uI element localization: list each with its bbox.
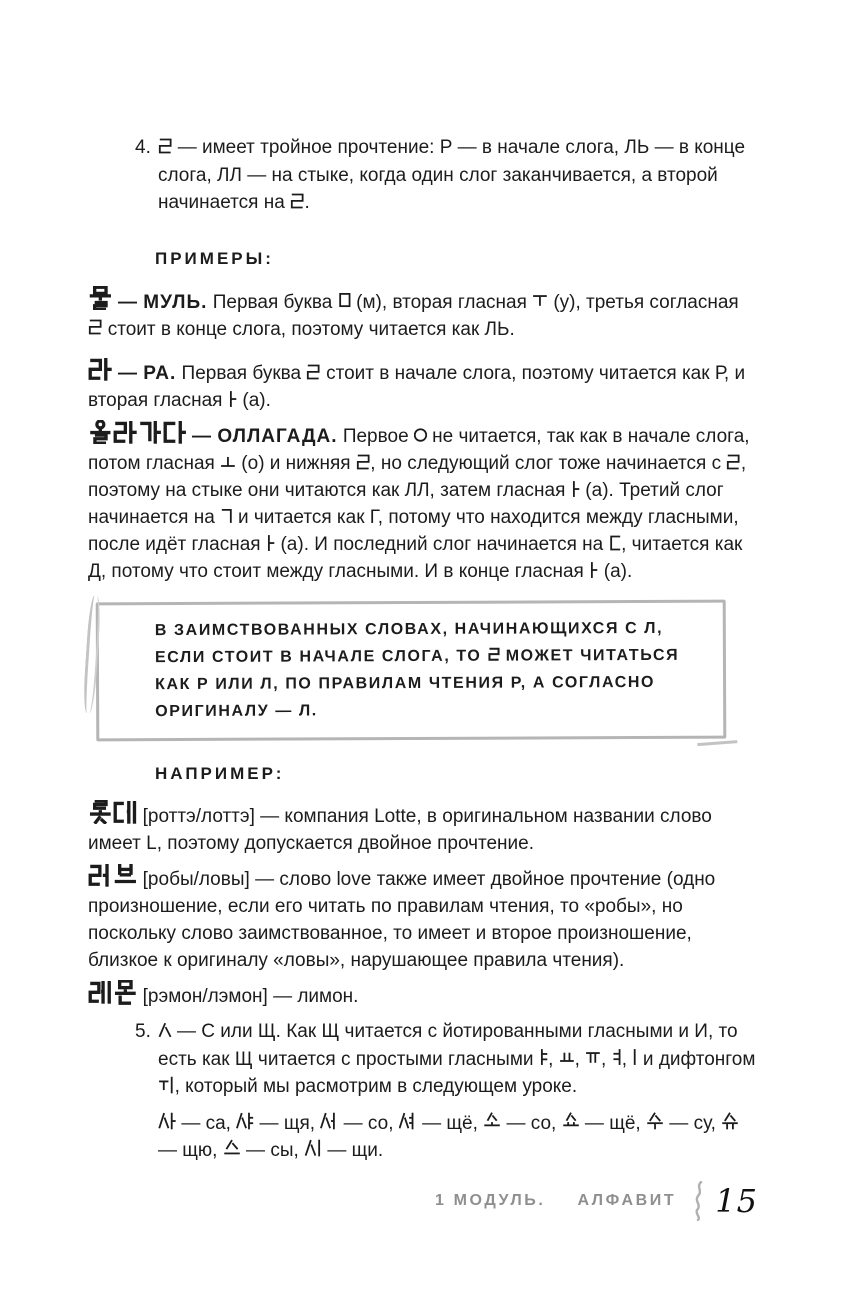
hangul-glyph [356, 453, 370, 471]
hangul-glyph [532, 291, 548, 309]
hangul-glyph [88, 800, 113, 825]
loanword-lotte-text: — компания Lotte, в оригинальном названии слово имеет L, поэтому допускается двойное прочтение. [88, 805, 712, 854]
syllable-reading-list: — са, — щя, — со, — щё, — со, — щё, — су, — щю, — сы, — щи. [158, 1110, 757, 1164]
footer-section-label: АЛФАВИТ [577, 1192, 677, 1209]
example-ra-text: Первая буква стоит в начале слога, поэтому читается как Р, и вторая гласная (а). [88, 362, 746, 411]
hangul-glyph [559, 1048, 575, 1066]
hangul-glyph [483, 1112, 501, 1130]
hangul-glyph [414, 426, 427, 444]
hangul-glyph [220, 507, 233, 525]
hangul-glyph [158, 1076, 175, 1094]
list-item-5-text: — С или Щ. Как Щ читается с йотированными гласными и И, то есть как Щ читается с простыми гласными , , , , и дифтонгом , который мы расмотрим в следующем уроке. [158, 1021, 756, 1098]
loanword-lotte-transcription: [роттэ/лоттэ] [142, 805, 255, 827]
hangul-glyph [88, 286, 113, 311]
hangul-glyph [585, 1048, 601, 1066]
footer-module-label: 1 МОДУЛЬ. [435, 1192, 546, 1209]
korean-word-lemon [88, 978, 137, 1008]
hangul-glyph [609, 534, 622, 552]
hangul-glyph [228, 390, 237, 408]
example-ollagada [88, 420, 757, 585]
loanword-love [88, 863, 757, 974]
hangul-glyph [158, 1112, 176, 1130]
hangul-glyph [88, 318, 102, 336]
hangul-glyph [113, 863, 138, 888]
korean-word-ollagada [88, 418, 187, 448]
dash: — [117, 362, 138, 384]
hangul-glyph [632, 1048, 637, 1066]
hangul-glyph [220, 453, 236, 471]
loanword-lemon-text: — лимон. [273, 986, 359, 1008]
for-example-heading: НАПРИМЕР: [155, 763, 285, 783]
hangul-glyph [162, 420, 187, 445]
dash: — [117, 291, 138, 313]
example-mul [88, 286, 757, 343]
example-mul-name: МУЛЬ. [143, 291, 208, 313]
hangul-glyph [113, 980, 138, 1005]
hangul-glyph [236, 1112, 254, 1130]
note-box [96, 599, 727, 741]
note-box-text: В ЗАИМСТВОВАННЫХ СЛОВАХ, НАЧИНАЮЩИХСЯ С Л, ЕСЛИ СТОИТ В НАЧАЛЕ СЛОГА, ТО МОЖЕТ ЧИТАТЬСЯ КАК Р ИЛИ Л, ПО ПРАВИЛАМ ЧТЕНИЯ Р, А СОГЛАСНО ОРИГИНАЛУ — Л. [154, 619, 680, 720]
korean-word-mul [88, 284, 113, 314]
hangul-glyph [88, 357, 113, 382]
footer-brace-icon [692, 1181, 705, 1221]
hangul-glyph [338, 291, 351, 309]
hangul-glyph [290, 192, 304, 210]
example-ra [88, 357, 757, 414]
hangul-glyph [306, 363, 320, 381]
dash: — [192, 425, 213, 447]
page-number: 15 [715, 1182, 758, 1220]
list-item-4-number: 4. [135, 137, 151, 158]
example-ollagada-text: Первое не читается, так как в начале слога, потом гласная (о) и нижняя , но следующий слог тоже начинается с , поэтому на стыке они читаются как ЛЛ, затем гласная (а). Третий слог начинается на и читается как Г, потому что находится между гласными, после идёт гласная (а). И последний слог начинается на , читается как Д, потому что стоит между гласными. И в конце гласная (а). [88, 425, 750, 582]
hangul-glyph [137, 420, 162, 445]
hangul-glyph [721, 1112, 739, 1130]
example-ra-name: РА. [143, 362, 177, 384]
hangul-glyph [539, 1048, 548, 1066]
hangul-glyph [571, 480, 580, 498]
hangul-glyph [88, 863, 113, 888]
examples-heading: ПРИМЕРЫ: [155, 248, 274, 268]
loanword-love-text: — слово love также имеет двойное прочтение (одно произношение, если его читать по правилам чтения, то «робы», но поскольку слово заимствованное, то имеет и второе произношение, близкое к оригиналу «ловы», нарушающее правила чтения). [88, 868, 716, 971]
hangul-glyph [223, 1139, 241, 1157]
korean-word-lotte [88, 798, 137, 828]
hangul-glyph [158, 1021, 172, 1039]
korean-word-love [88, 861, 137, 891]
korean-word-ra [88, 355, 113, 385]
list-item-5-number: 5. [135, 1021, 151, 1043]
hangul-glyph [726, 453, 740, 471]
loanword-lotte [88, 800, 757, 857]
hangul-glyph [113, 800, 138, 825]
list-item-5 [135, 1018, 757, 1101]
hangul-glyph [304, 1139, 322, 1157]
loanword-love-transcription: [робы/ловы] [142, 868, 250, 890]
hangul-glyph [88, 980, 113, 1005]
loanword-lemon-transcription: [рэмон/лэмон] [142, 986, 268, 1008]
hangul-glyph [487, 647, 499, 662]
hangul-glyph [612, 1048, 622, 1066]
hangul-glyph [562, 1112, 580, 1130]
list-item-4-text: — имеет тройное прочтение: Р — в начале слога, ЛЬ — в конце слога, ЛЛ — на стыке, когда один слог заканчивается, а второй начинается на . [158, 137, 746, 213]
hangul-glyph [589, 561, 598, 579]
hangul-glyph [266, 534, 275, 552]
hangul-glyph [158, 137, 172, 155]
book-page [88, 0, 757, 1164]
hangul-glyph [88, 420, 113, 445]
example-mul-text: Первая буква (м), вторая гласная (у), третья согласная стоит в конце слога, поэтому читается как ЛЬ. [88, 292, 739, 340]
hangul-glyph [399, 1112, 417, 1130]
loanword-lemon [88, 980, 757, 1010]
hangul-glyph [320, 1112, 338, 1130]
page-footer [435, 1183, 758, 1219]
hangul-glyph [646, 1112, 664, 1130]
list-item-4 [135, 134, 757, 217]
hangul-glyph [113, 420, 138, 445]
example-ollagada-name: ОЛЛАГАДА. [217, 425, 338, 447]
